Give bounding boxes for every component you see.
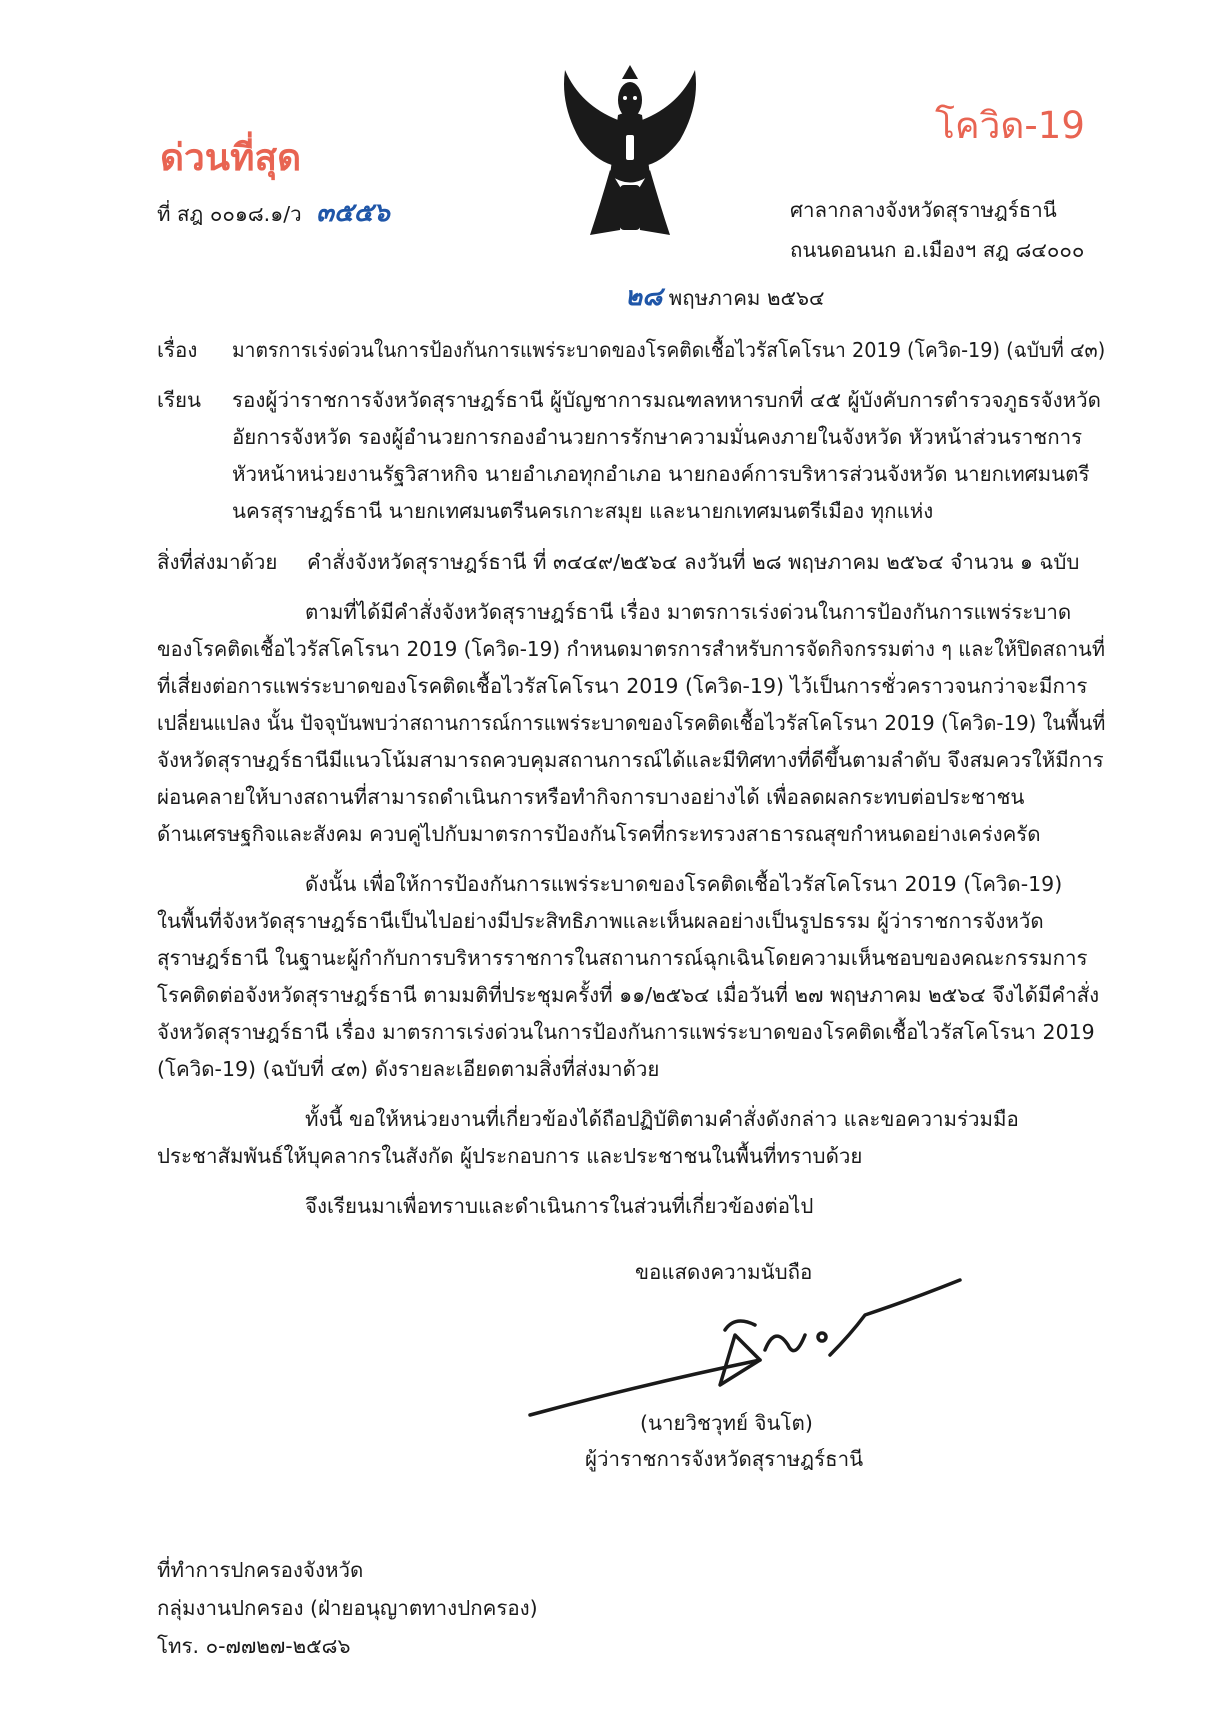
handwritten-date-day: ๒๘: [625, 282, 663, 312]
subject-label: เรื่อง: [157, 338, 198, 362]
urgency-label: ด่วนที่สุด: [160, 136, 302, 179]
paragraph-1-line: ผ่อนคลายให้บางสถานที่สามารถดำเนินการหรือทำกิจการบางอย่างได้ เพื่อลดผลกระทบต่อประชาชน: [157, 785, 1025, 809]
footer-department: กลุ่มงานปกครอง (ฝ่ายอนุญาตทางปกครอง): [157, 1596, 538, 1620]
topic-mark: โควิด-19: [935, 104, 1085, 147]
subject-text: มาตรการเร่งด่วนในการป้องกันการแพร่ระบาดของโรคติดเชื้อไวรัสโคโรนา 2019 (โควิด-19) (ฉบับที่ ๔๓): [232, 338, 1106, 362]
document-date: [625, 282, 825, 313]
reference-number: [157, 198, 390, 229]
signer-position: ผู้ว่าราชการจังหวัดสุราษฎร์ธานี: [585, 1447, 864, 1471]
paragraph-2-line: โรคติดต่อจังหวัดสุราษฎร์ธานี ตามมติที่ประชุมครั้งที่ ๑๑/๒๕๖๔ เมื่อวันที่ ๒๗ พฤษภาคม ๒๕๖๔ จึงได้มีคำสั่ง: [157, 983, 1100, 1007]
handwritten-ref-number: ๓๕๕๖: [316, 198, 390, 228]
paragraph-1-line: ด้านเศรษฐกิจและสังคม ควบคู่ไปกับมาตรการป้องกันโรคที่กระทรวงสาธารณสุขกำหนดอย่างเคร่งครัด: [157, 822, 1041, 846]
office-address-line1: ศาลากลางจังหวัดสุราษฎร์ธานี: [790, 198, 1057, 222]
to-label: เรียน: [157, 388, 202, 412]
to-line: หัวหน้าหน่วยงานรัฐวิสาหกิจ นายอำเภอทุกอำเภอ นายกองค์การบริหารส่วนจังหวัด นายกเทศมนตรี: [232, 462, 1090, 486]
paragraph-2-line: สุราษฎร์ธานี ในฐานะผู้กำกับการบริหารราชการในสถานการณ์ฉุกเฉินโดยความเห็นชอบของคณะกรรมการ: [157, 946, 1088, 970]
paragraph-1-line: ของโรคติดเชื้อไวรัสโคโรนา 2019 (โควิด-19) กำหนดมาตรการสำหรับการจัดกิจกรรมต่าง ๆ และให้ปิดสถานที่: [157, 637, 1105, 661]
paragraph-2-line: จังหวัดสุราษฎร์ธานี เรื่อง มาตรการเร่งด่วนในการป้องกันการแพร่ระบาดของโรคติดเชื้อไวรัสโคโรนา 2019: [157, 1020, 1095, 1044]
paragraph-2-line: (โควิด-19) (ฉบับที่ ๔๓) ดังรายละเอียดตามสิ่งที่ส่งมาด้วย: [157, 1057, 660, 1081]
paragraph-1-line: ที่เสี่ยงต่อการแพร่ระบาดของโรคติดเชื้อไวรัสโคโรนา 2019 (โควิด-19) ไว้เป็นการชั่วคราวจนกว่าจะมีการ: [157, 674, 1088, 698]
regards-text: ขอแสดงความนับถือ: [635, 1260, 813, 1284]
signature-icon: [520, 1265, 970, 1435]
paragraph-2-line: ดังนั้น เพื่อให้การป้องกันการแพร่ระบาดของโรคติดเชื้อไวรัสโคโรนา 2019 (โควิด-19): [305, 872, 1063, 896]
enclosure-label: สิ่งที่ส่งมาด้วย: [157, 550, 278, 574]
to-line: อัยการจังหวัด รองผู้อำนวยการกองอำนวยการรักษาความมั่นคงภายในจังหวัด หัวหน้าส่วนราชการ: [232, 425, 1083, 449]
to-line: นครสุราษฎร์ธานี นายกเทศมนตรีนครเกาะสมุย และนายกเทศมนตรีเมือง ทุกแห่ง: [232, 499, 934, 523]
date-month-year: พฤษภาคม ๒๕๖๔: [668, 286, 825, 310]
garuda-emblem-icon: [550, 65, 710, 240]
paragraph-1-line: เปลี่ยนแปลง นั้น ปัจจุบันพบว่าสถานการณ์การแพร่ระบาดของโรคติดเชื้อไวรัสโคโรนา 2019 (โควิด-19) ในพื้นที่: [157, 711, 1106, 735]
footer-office: ที่ทำการปกครองจังหวัด: [157, 1558, 364, 1582]
signer-name: (นายวิชวุทย์ จินโต): [640, 1411, 813, 1435]
paragraph-3-line: ประชาสัมพันธ์ให้บุคลากรในสังกัด ผู้ประกอบการ และประชาชนในพื้นที่ทราบด้วย: [157, 1144, 863, 1168]
office-address-line2: ถนนดอนนก อ.เมืองฯ สฎ ๘๔๐๐๐: [790, 238, 1085, 262]
closing-request: จึงเรียนมาเพื่อทราบและดำเนินการในส่วนที่เกี่ยวข้องต่อไป: [305, 1194, 814, 1218]
paragraph-3-line: ทั้งนี้ ขอให้หน่วยงานที่เกี่ยวข้องได้ถือปฏิบัติตามคำสั่งดังกล่าว และขอความร่วมมือ: [305, 1107, 1019, 1131]
reference-prefix: ที่ สฎ ๐๐๑๘.๑/ว: [157, 202, 302, 226]
enclosure-text: คำสั่งจังหวัดสุราษฎร์ธานี ที่ ๓๔๔๙/๒๕๖๔ ลงวันที่ ๒๘ พฤษภาคม ๒๕๖๔ จำนวน ๑ ฉบับ: [307, 550, 1080, 574]
paragraph-2-line: ในพื้นที่จังหวัดสุราษฎร์ธานีเป็นไปอย่างมีประสิทธิภาพและเห็นผลอย่างเป็นรูปธรรม ผู้ว่าราชการจังหวัด: [157, 909, 1044, 933]
paragraph-1-line: จังหวัดสุราษฎร์ธานีมีแนวโน้มสามารถควบคุมสถานการณ์ได้และมีทิศทางที่ดีขึ้นตามลำดับ จึงสมควรให้มีการ: [157, 748, 1104, 772]
paragraph-1-line: ตามที่ได้มีคำสั่งจังหวัดสุราษฎร์ธานี เรื่อง มาตรการเร่งด่วนในการป้องกันการแพร่ระบาด: [305, 600, 1072, 624]
footer-phone: โทร. ๐-๗๗๒๗-๒๕๘๖: [157, 1634, 351, 1658]
to-line: รองผู้ว่าราชการจังหวัดสุราษฎร์ธานี ผู้บัญชาการมณฑลทหารบกที่ ๔๕ ผู้บังคับการตำรวจภูธรจังหวัด: [232, 388, 1101, 412]
